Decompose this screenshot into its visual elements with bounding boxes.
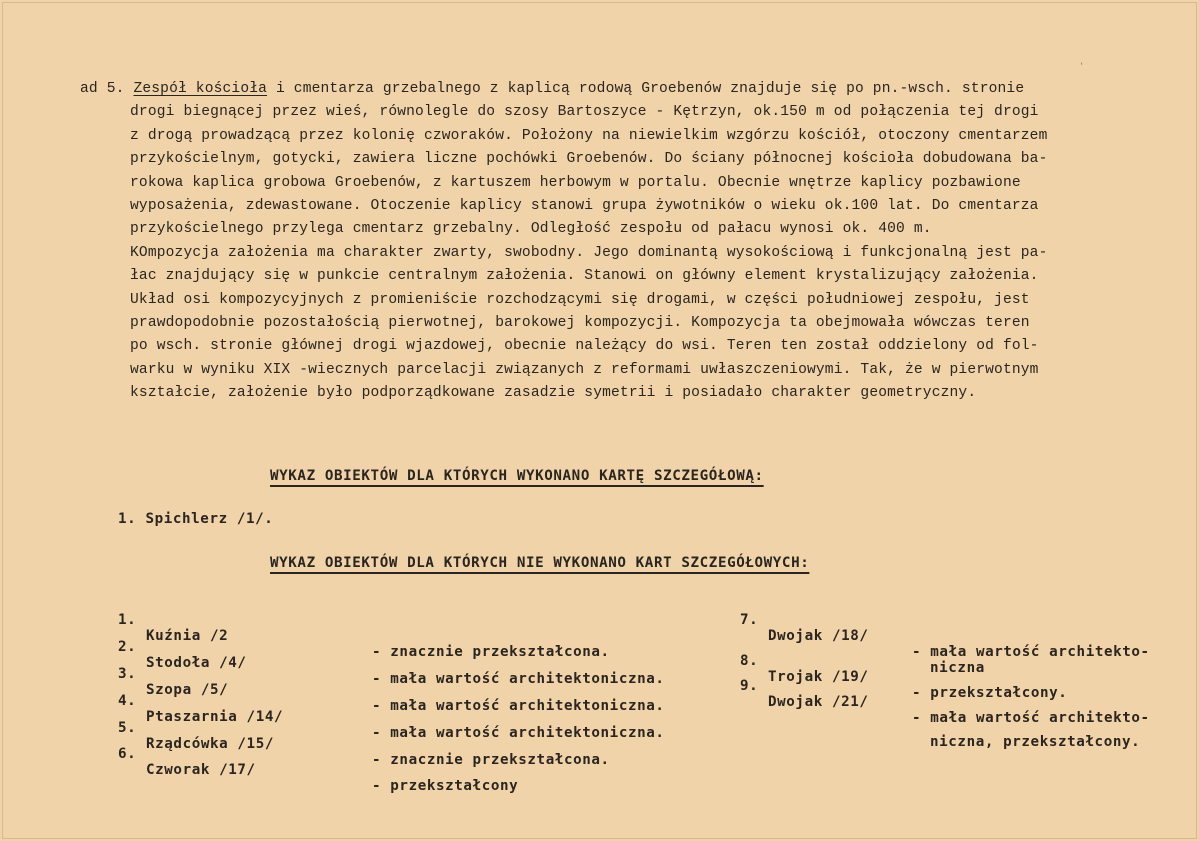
item-name: Rządcówka /15/ bbox=[146, 736, 274, 752]
paragraph-line: z drogą prowadzącą przez kolonię czworaków. Położony na niewielkim wzgórzu kościół, otoczony cmentarzem bbox=[130, 127, 1048, 144]
item-name: Ptaszarnia /14/ bbox=[146, 709, 284, 725]
item-description: - przekształcony. bbox=[912, 685, 1068, 701]
item-name: Stodoła /4/ bbox=[146, 655, 247, 671]
item-number: 4. bbox=[118, 693, 137, 709]
paragraph-line: KOmpozycja założenia ma charakter zwarty, swobodny. Jego dominantą wysokościową i funkcjonalną jest pa- bbox=[130, 244, 1048, 261]
item-name: Szopa /5/ bbox=[146, 682, 229, 698]
item-name: Czworak /17/ bbox=[146, 762, 256, 778]
item-number: 8. bbox=[740, 653, 759, 669]
item-number: 1. bbox=[118, 612, 137, 628]
paragraph-line: przykościelnego przylega cmentarz grzebalny. Odległość zespołu od pałacu wynosi ok. 400 m. bbox=[130, 221, 932, 238]
item-description-line-1: - mała wartość architekto- bbox=[912, 644, 1150, 660]
paragraph-line: Układ osi kompozycyjnych z promieniście rozchodzącymi się drogami, w części południowej zespołu, jest bbox=[130, 291, 1030, 308]
item-description: - znacznie przekształcona. bbox=[372, 644, 610, 660]
detailed-card-item bbox=[118, 511, 273, 527]
item-description-line-2: niczna, przekształcony. bbox=[930, 734, 1141, 750]
item-description bbox=[912, 710, 1150, 750]
paragraph-prefix: ad 5. bbox=[80, 81, 134, 97]
item-number: 5. bbox=[118, 720, 137, 736]
paragraph-line-1-rest: i cmentarza grzebalnego z kaplicą rodową Groebenów znajduje się po pn.-wsch. stronie bbox=[267, 81, 1025, 97]
paragraph-line-1 bbox=[80, 78, 1180, 101]
item-description-line-2: niczna bbox=[930, 660, 985, 676]
paragraph-line: przykościelnym, gotycki, zawiera liczne pochówki Groebenów. Do ściany północnej kościoła dobudowana ba- bbox=[130, 151, 1048, 168]
paragraph-underlined-subject: Zespół kościoła bbox=[133, 81, 268, 97]
item-description: - mała wartość architektoniczna. bbox=[372, 671, 665, 687]
item-number: 6. bbox=[118, 746, 137, 762]
item-description: - mała wartość architektoniczna. bbox=[372, 698, 665, 714]
item-number: 3. bbox=[118, 666, 137, 682]
item-name: Kuźnia /2 bbox=[146, 628, 229, 644]
paragraph-line: drogi biegnącej przez wieś, równolegle do szosy Bartoszyce - Kętrzyn, ok.150 m od połączenia tej drogi bbox=[130, 104, 1039, 121]
ink-mark: ʻ bbox=[1079, 62, 1085, 72]
item-description: - mała wartość architektoniczna. bbox=[372, 725, 665, 741]
paragraph-line: rokowa kaplica grobowa Groebenów, z kartuszem herbowym w portalu. Obecnie wnętrze kaplicy pozbawione bbox=[130, 174, 1021, 191]
item-number: 1. bbox=[118, 511, 137, 527]
item-name: Dwojak /21/ bbox=[768, 694, 869, 710]
paragraph-line: wyposażenia, zdewastowane. Otoczenie kaplicy stanowi grupa żywotników o wieku ok.100 lat. Do cmentarza bbox=[130, 197, 1039, 214]
body-paragraph bbox=[80, 78, 1180, 405]
item-name: Dwojak /18/ bbox=[768, 628, 869, 644]
no-detailed-card-heading: WYKAZ OBIEKTÓW DLA KTÓRYCH NIE WYKONANO KART SZCZEGÓŁOWYCH: bbox=[270, 555, 810, 571]
paragraph-line: po wsch. stronie głównej drogi wjazdowej, obecnie należący do wsi. Teren ten został oddzielony od fol- bbox=[130, 338, 1039, 355]
item-description: - znacznie przekształcona. bbox=[372, 752, 610, 768]
item-description bbox=[912, 644, 1150, 676]
paragraph-line: warku w wyniku XIX -wiecznych parcelacji związanych z reformami uwłaszczeniowymi. Tak, że w pierwotnym bbox=[130, 361, 1039, 378]
item-description-line-1: - mała wartość architekto- bbox=[912, 710, 1150, 726]
item-number: 2. bbox=[118, 639, 137, 655]
item-name: Spichlerz /1/. bbox=[145, 511, 274, 527]
paragraph-line: łac znajdujący się w punkcie centralnym założenia. Stanowi on główny element krystalizujący założenia. bbox=[130, 268, 1039, 285]
item-description: - przekształcony bbox=[372, 778, 519, 794]
item-name: Trojak /19/ bbox=[768, 669, 869, 685]
paragraph-line: kształcie, założenie było podporządkowane zasadzie symetrii i posiadało charakter geometryczny. bbox=[130, 385, 977, 402]
item-number: 9. bbox=[740, 678, 759, 694]
item-number: 7. bbox=[740, 612, 759, 628]
detailed-card-heading: WYKAZ OBIEKTÓW DLA KTÓRYCH WYKONANO KARTĘ SZCZEGÓŁOWĄ: bbox=[270, 468, 764, 484]
paragraph-line: prawdopodobnie pozostałością pierwotnej, barokowej kompozycji. Kompozycja ta obejmowała wówczas teren bbox=[130, 314, 1030, 331]
